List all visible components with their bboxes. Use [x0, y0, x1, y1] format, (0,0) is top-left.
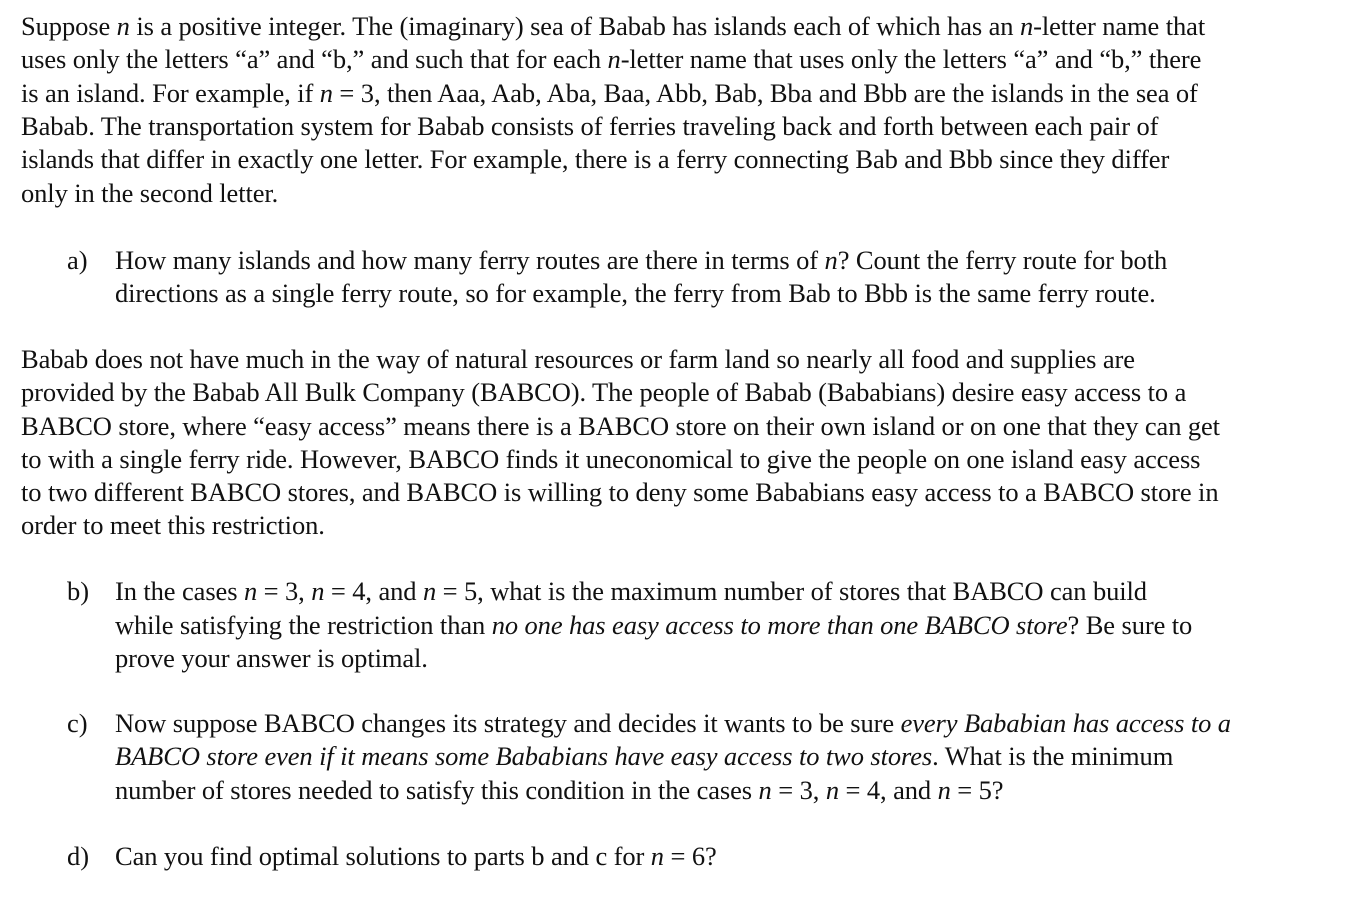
middle-line-5: to two different BABCO stores, and BABCO is willing to deny some Bababians easy access to a BABCO store in — [21, 477, 1219, 507]
intro-line-1: Suppose n is a positive integer. The (imaginary) sea of Babab has islands each of which has an n-letter name that — [21, 11, 1206, 41]
part-c-line-1: Now suppose BABCO changes its strategy and decides it wants to be sure every Bababian has access to a — [115, 708, 1231, 738]
intro-line-3: is an island. For example, if n = 3, then Aaa, Aab, Aba, Baa, Abb, Bab, Bba and Bbb are the islands in the sea of — [21, 78, 1198, 108]
middle-line-2: provided by the Babab All Bulk Company (BABCO). The people of Babab (Bababians) desire easy access to a — [21, 377, 1187, 407]
part-c-line-2: BABCO store even if it means some Bababians have easy access to two stores. What is the minimum — [115, 741, 1174, 771]
part-a-line-2: directions as a single ferry route, so for example, the ferry from Bab to Bbb is the same ferry route. — [115, 278, 1156, 308]
part-b-line-3: prove your answer is optimal. — [115, 643, 428, 673]
part-c-line-3: number of stores needed to satisfy this condition in the cases n = 3, n = 4, and n = 5? — [115, 775, 1004, 805]
part-b-line-2: while satisfying the restriction than no one has easy access to more than one BABCO store? Be sure to — [115, 610, 1193, 640]
part-a-label: a) — [67, 245, 88, 275]
part-c-label: c) — [67, 708, 88, 738]
part-b-label: b) — [67, 576, 90, 606]
middle-line-3: BABCO store, where “easy access” means there is a BABCO store on their own island or on one that they can get — [21, 411, 1220, 441]
part-d-label: d) — [67, 841, 90, 871]
part-b-line-1: In the cases n = 3, n = 4, and n = 5, what is the maximum number of stores that BABCO can build — [115, 576, 1147, 606]
middle-line-6: order to meet this restriction. — [21, 510, 325, 540]
intro-line-6: only in the second letter. — [21, 178, 279, 208]
part-a-line-1: How many islands and how many ferry routes are there in terms of n? Count the ferry route for both — [115, 245, 1168, 275]
intro-line-5: islands that differ in exactly one letter. For example, there is a ferry connecting Bab and Bbb since they differ — [21, 144, 1170, 174]
middle-line-4: to with a single ferry ride. However, BABCO finds it uneconomical to give the people on one island easy access — [21, 444, 1201, 474]
intro-line-4: Babab. The transportation system for Babab consists of ferries traveling back and forth between each pair of — [21, 111, 1159, 141]
intro-line-2: uses only the letters “a” and “b,” and such that for each n-letter name that uses only the letters “a” and “b,” there — [21, 44, 1202, 74]
middle-line-1: Babab does not have much in the way of natural resources or farm land so nearly all food and supplies are — [21, 344, 1135, 374]
part-d-line-1: Can you find optimal solutions to parts b and c for n = 6? — [115, 841, 717, 871]
